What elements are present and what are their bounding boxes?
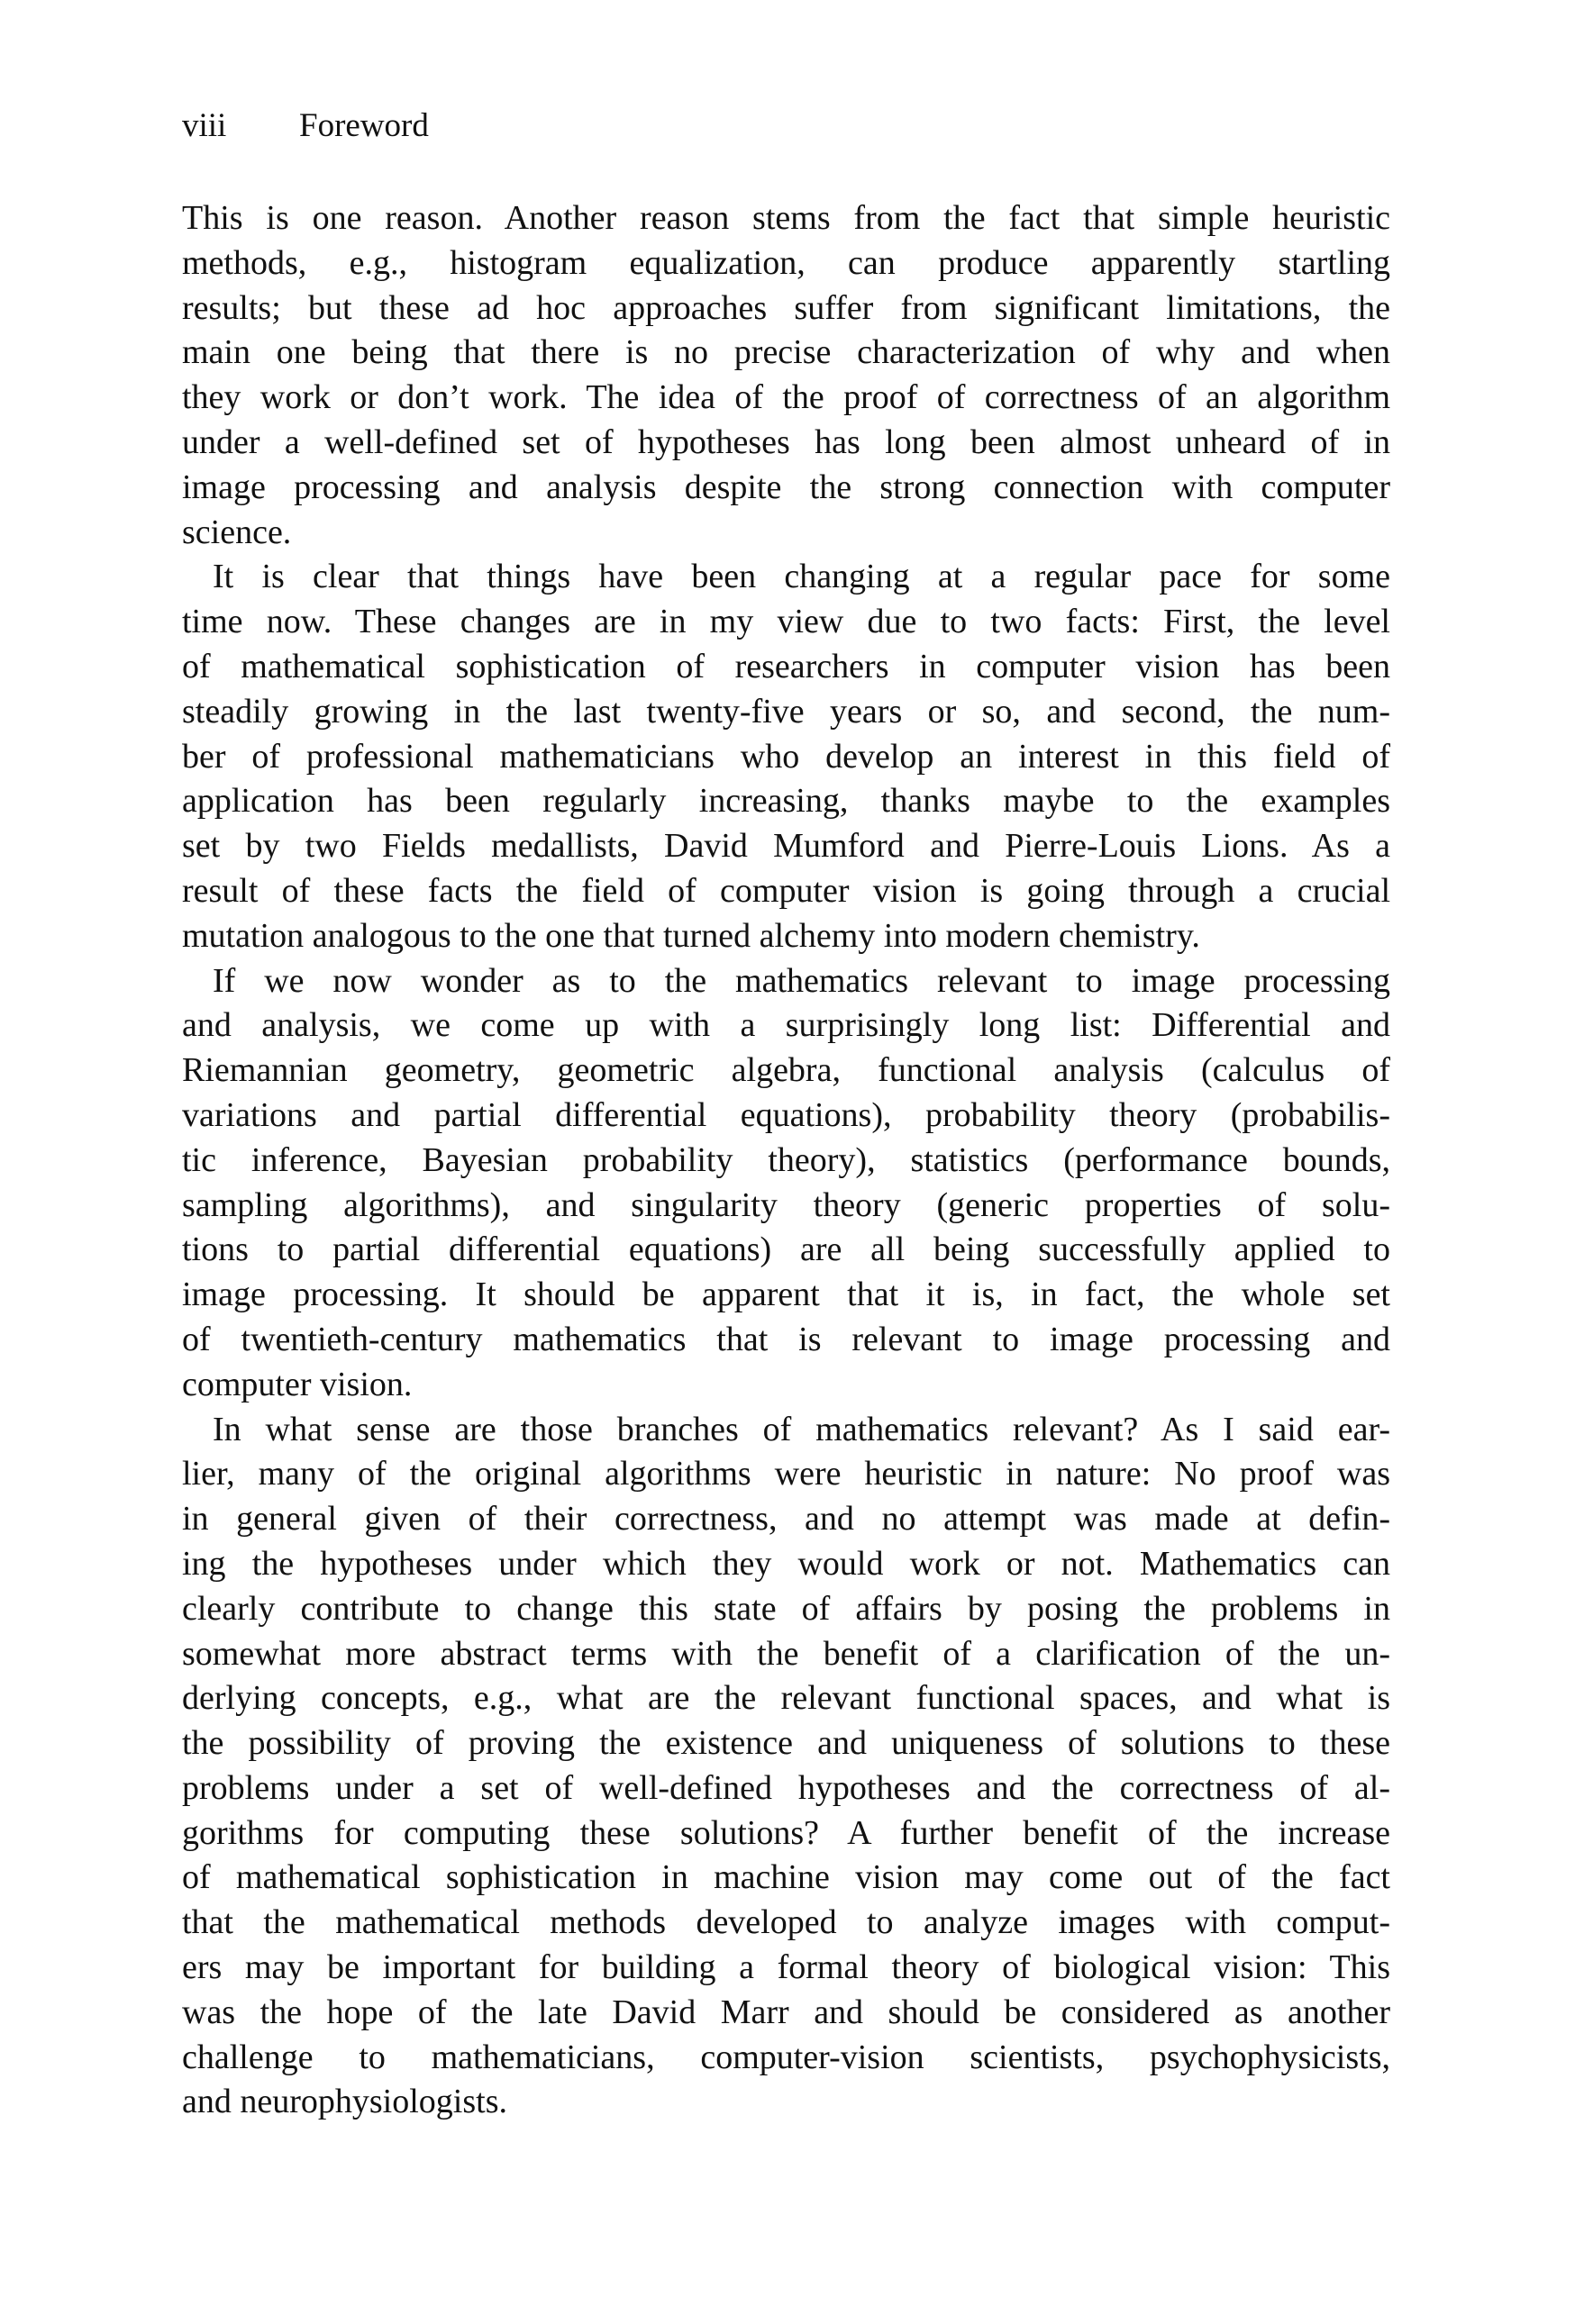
text-line: and neurophysiologists. [182, 2083, 507, 2121]
page-number: viii [182, 107, 227, 144]
text-line: steadily growing in the last twenty-five years or so, and second, the num- [182, 692, 1390, 731]
text-line: It is clear that things have been changing at a regular pace for some [213, 558, 1390, 596]
text-line: science. [182, 513, 292, 551]
text-line: application has been regularly increasing, thanks maybe to the examples [182, 782, 1390, 821]
text-line: tions to partial differential equations) are all being successfully applied to [182, 1230, 1390, 1269]
text-line: clearly contribute to change this state of affairs by posing the problems in [182, 1589, 1390, 1628]
text-line: image processing. It should be apparent that it is, in fact, the whole set [182, 1275, 1390, 1314]
text-line: of twentieth-century mathematics that is relevant to image processing and [182, 1320, 1390, 1358]
text-line: set by two Fields medallists, David Mumford and Pierre-Louis Lions. As a [182, 827, 1390, 866]
text-line: methods, e.g., histogram equalization, can produce apparently startling [182, 243, 1390, 282]
text-line: If we now wonder as to the mathematics relevant to image processing [213, 961, 1390, 1000]
text-line: result of these facts the field of computer vision is going through a crucial [182, 871, 1390, 910]
text-line: Riemannian geometry, geometric algebra, functional analysis (calculus of [182, 1051, 1390, 1090]
text-line: the possibility of proving the existence and uniqueness of solutions to these [182, 1724, 1390, 1763]
text-line: and analysis, we come up with a surprisingly long list: Differential and [182, 1006, 1390, 1045]
text-line: lier, many of the original algorithms were heuristic in nature: No proof was [182, 1455, 1390, 1493]
text-line: time now. These changes are in my view due to two facts: First, the level [182, 603, 1390, 641]
text-line: In what sense are those branches of mathematics relevant? As I said ear- [213, 1410, 1390, 1448]
chapter-title: Foreword [299, 107, 429, 144]
paragraph [182, 959, 1390, 1408]
text-line: sampling algorithms), and singularity theory (generic properties of solu- [182, 1185, 1390, 1224]
text-line: in general given of their correctness, and no attempt was made at defin- [182, 1500, 1390, 1539]
text-line: gorithms for computing these solutions? A further benefit of the increase [182, 1813, 1390, 1852]
text-line: image processing and analysis despite the strong connection with computer [182, 468, 1390, 506]
text-line: of mathematical sophistication of researchers in computer vision has been [182, 647, 1390, 685]
text-line: derlying concepts, e.g., what are the relevant functional spaces, and what is [182, 1679, 1390, 1718]
text-line: under a well-defined set of hypotheses has long been almost unheard of in [182, 422, 1390, 461]
text-line: mutation analogous to the one that turned alchemy into modern chemistry. [182, 916, 1200, 955]
text-line: results; but these ad hoc approaches suffer from significant limitations, the [182, 288, 1390, 327]
text-line: tic inference, Bayesian probability theory), statistics (performance bounds, [182, 1140, 1390, 1179]
text-line: ers may be important for building a formal theory of biological vision: This [182, 1948, 1390, 1987]
text-line: was the hope of the late David Marr and should be considered as another [182, 1993, 1390, 2031]
text-line: main one being that there is no precise characterization of why and when [182, 333, 1390, 372]
text-line: that the mathematical methods developed to analyze images with comput- [182, 1903, 1390, 1942]
text-line: ber of professional mathematicians who develop an interest in this field of [182, 737, 1390, 776]
text-line: ing the hypotheses under which they would work or not. Mathematics can [182, 1544, 1390, 1583]
text-line: This is one reason. Another reason stems from the fact that simple heuristic [182, 199, 1390, 237]
paragraph [182, 1408, 1390, 2126]
body-text [182, 196, 1390, 2125]
paragraph [182, 555, 1390, 958]
text-line: they work or don’t work. The idea of the proof of correctness of an algorithm [182, 378, 1390, 417]
text-line: problems under a set of well-defined hypotheses and the correctness of al- [182, 1768, 1390, 1807]
text-line: computer vision. [182, 1365, 413, 1403]
paragraph [182, 196, 1390, 555]
text-line: challenge to mathematicians, computer-vision scientists, psychophysicists, [182, 2038, 1390, 2076]
text-line: variations and partial differential equations), probability theory (probabilis- [182, 1095, 1390, 1134]
text-line: somewhat more abstract terms with the benefit of a clarification of the un- [182, 1634, 1390, 1673]
text-line: of mathematical sophistication in machine vision may come out of the fact [182, 1858, 1390, 1897]
